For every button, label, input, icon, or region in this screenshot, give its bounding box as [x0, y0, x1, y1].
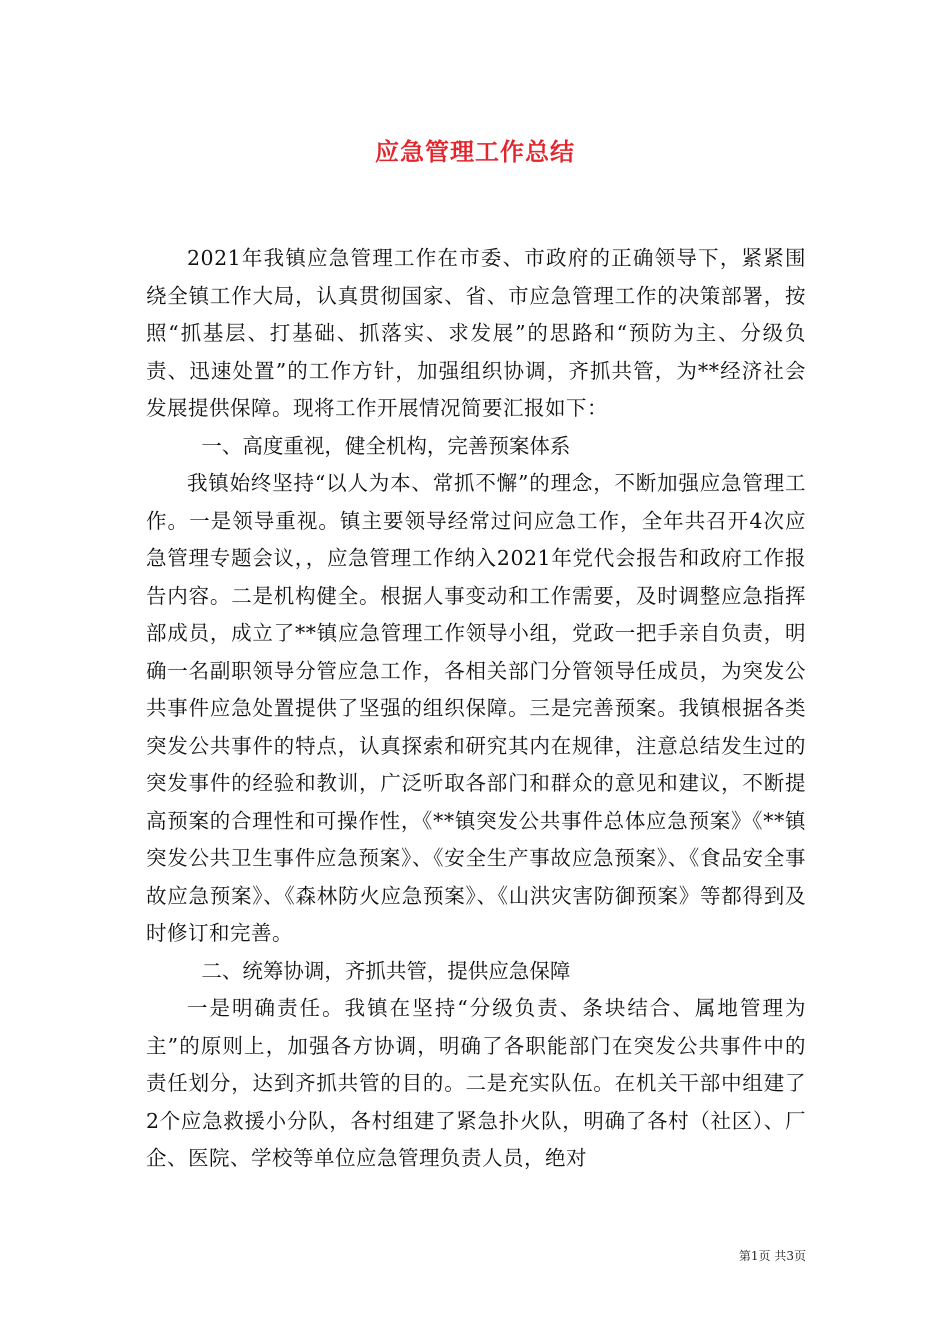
- section-2-paragraph: 一是明确责任。我镇在坚持“分级负责、条块结合、属地管理为主”的原则上，加强各方协调，明确了各职能部门在突发公共事件中的责任划分，达到齐抓共管的目的。二是充实队伍。在机关干部中组建了2个应急救援小分队，各村组建了紧急扑火队，明确了各村（社区）、厂企、医院、学校等单位应急管理负责人员，绝对: [146, 996, 806, 1170]
- document-body: [146, 240, 806, 1178]
- intro-paragraph: 2021年我镇应急管理工作在市委、市政府的正确领导下，紧紧围绕全镇工作大局，认真贯彻国家、省、市应急管理工作的决策部署，按照“抓基层、打基础、抓落实、求发展”的思路和“预防为主、分级负责、迅速处置”的工作方针，加强组织协调，齐抓共管，为**经济社会发展提供保障。现将工作开展情况简要汇报如下：: [146, 246, 806, 420]
- page-number-footer: 第1页 共3页: [738, 1249, 806, 1263]
- section-1-heading: 一、高度重视，健全机构，完善预案体系: [201, 433, 571, 458]
- section-2-heading: 二、统筹协调，齐抓共管，提供应急保障: [201, 958, 571, 983]
- section-1-paragraph: 我镇始终坚持“以人为本、常抓不懈”的理念，不断加强应急管理工作。一是领导重视。镇主要领导经常过问应急工作，全年共召开4次应急管理专题会议，，应急管理工作纳入2021年党代会报告和政府工作报告内容。二是机构健全。根据人事变动和工作需要，及时调整应急指挥部成员，成立了**镇应急管理工作领导小组，党政一把手亲自负责，明确一名副职领导分管应急工作，各相关部门分管领导任成员，为突发公共事件应急处置提供了坚强的组织保障。三是完善预案。我镇根据各类突发公共事件的特点，认真探索和研究其内在规律，注意总结发生过的突发事件的经验和教训，广泛听取各部门和群众的意见和建议，不断提高预案的合理性和可操作性，《**镇突发公共事件总体应急预案》《**镇突发公共卫生事件应急预案》、《安全生产事故应急预案》、《食品安全事故应急预案》、《森林防火应急预案》、《山洪灾害防御预案》等都得到及时修订和完善。: [146, 471, 806, 945]
- document-title: 应急管理工作总结: [375, 137, 575, 166]
